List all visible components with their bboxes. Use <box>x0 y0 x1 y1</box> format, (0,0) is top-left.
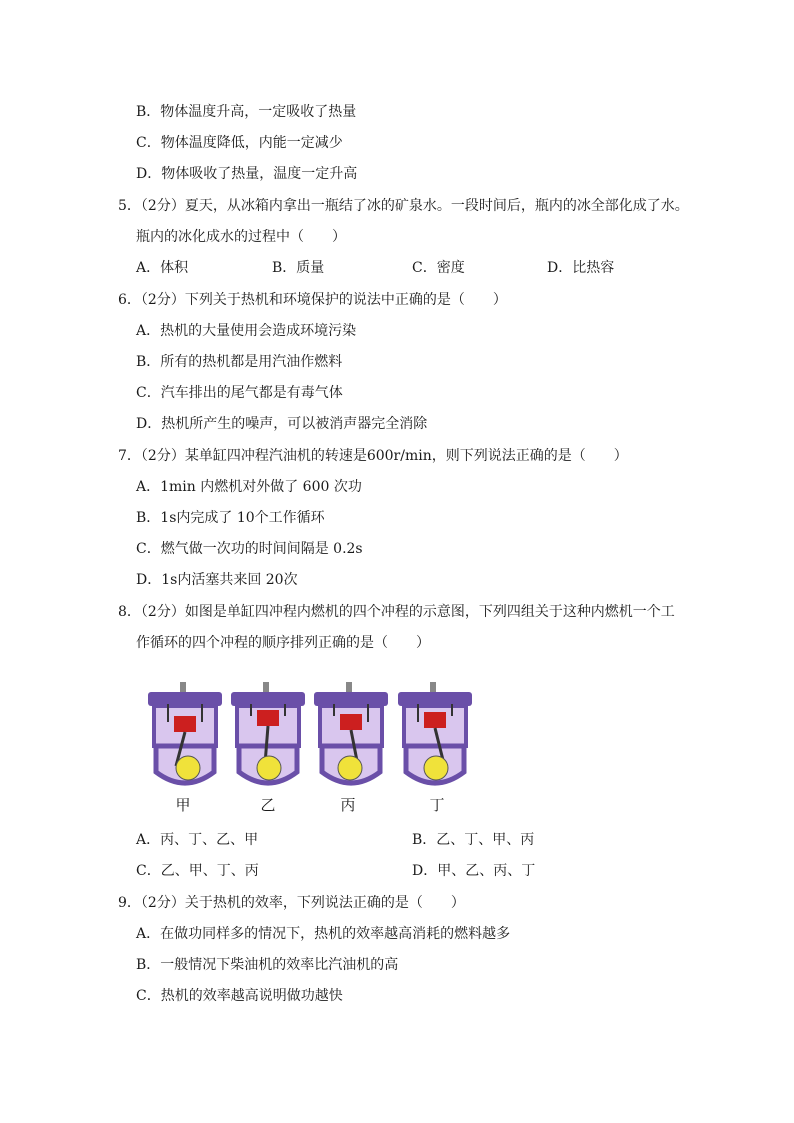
q8-option-c: C．乙、甲、丁、丙 <box>136 863 259 879</box>
q9-option-a: A．在做功同样多的情况下，热机的效率越高消耗的燃料越多 <box>136 926 511 942</box>
q7-option-a: A．1min 内燃机对外做了 600 次功 <box>136 479 362 495</box>
q6-stem: 6．（2分）下列关于热机和环境保护的说法中正确的是（ ） <box>118 292 507 308</box>
q9-option-b: B．一般情况下柴油机的效率比汽油机的高 <box>136 957 399 973</box>
q8-option-b: B．乙、丁、甲、丙 <box>412 832 535 848</box>
q6-option-d: D．热机所产生的噪声，可以被消声器完全消除 <box>136 416 428 432</box>
q9-option-c: C．热机的效率越高说明做功越快 <box>136 988 343 1004</box>
engine-diagram-jia <box>146 682 224 790</box>
figure-label-yi: 乙 <box>260 796 276 814</box>
engine-diagram-ding <box>396 682 474 790</box>
q4-option-d: D．物体吸收了热量，温度一定升高 <box>136 166 358 182</box>
q5-option-b: B．质量 <box>272 260 325 276</box>
figure-label-jia: 甲 <box>175 796 191 814</box>
q7-option-b: B．1s内完成了 10个工作循环 <box>136 510 325 526</box>
q8-stem-line2: 作循环的四个冲程的顺序排列正确的是（ ） <box>136 635 430 651</box>
q5-option-c: C．密度 <box>412 260 465 276</box>
engine-diagram-yi <box>229 682 307 790</box>
q8-stem-line1: 8．（2分）如图是单缸四冲程内燃机的四个冲程的示意图，下列四组关于这种内燃机一个工 <box>118 604 675 620</box>
q5-stem-line2: 瓶内的冰化成水的过程中（ ） <box>136 229 346 245</box>
q4-option-c: C．物体温度降低，内能一定减少 <box>136 135 343 151</box>
q8-option-a: A．丙、丁、乙、甲 <box>136 832 259 848</box>
q4-option-b: B．物体温度升高，一定吸收了热量 <box>136 104 357 120</box>
q5-stem-line1: 5．（2分）夏天，从冰箱内拿出一瓶结了冰的矿泉水。一段时间后，瓶内的冰全部化成了水。 <box>118 198 689 214</box>
q6-option-c: C．汽车排出的尾气都是有毒气体 <box>136 385 343 401</box>
q6-option-a: A．热机的大量使用会造成环境污染 <box>136 323 357 339</box>
figure-label-bing: 丙 <box>340 796 356 814</box>
q9-stem: 9．（2分）关于热机的效率，下列说法正确的是（ ） <box>118 895 465 911</box>
q5-option-a: A．体积 <box>136 260 189 276</box>
q7-stem: 7．（2分）某单缸四冲程汽油机的转速是600r/min，则下列说法正确的是（ ） <box>118 448 628 464</box>
q5-option-d: D．比热容 <box>547 260 615 276</box>
q8-option-d: D．甲、乙、丙、丁 <box>412 863 536 879</box>
engine-diagram-bing <box>312 682 390 790</box>
figure-label-ding: 丁 <box>429 796 445 814</box>
q6-option-b: B．所有的热机都是用汽油作燃料 <box>136 354 343 370</box>
q7-option-d: D．1s内活塞共来回 20次 <box>136 572 298 588</box>
q7-option-c: C．燃气做一次功的时间间隔是 0.2s <box>136 541 363 557</box>
